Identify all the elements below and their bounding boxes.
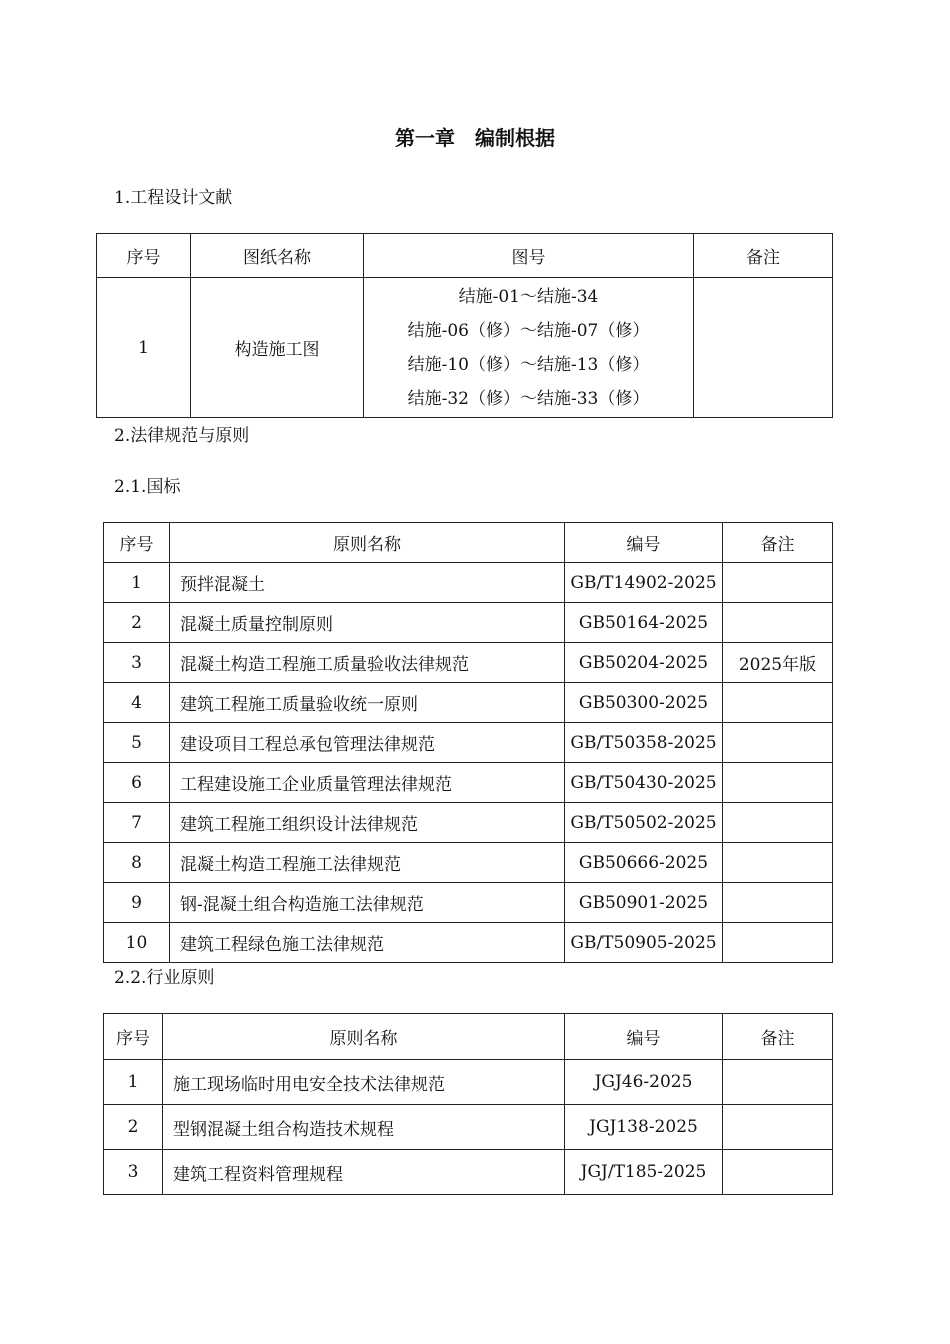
row-drawing-name: 构造施工图 — [191, 278, 364, 418]
table-row — [104, 563, 833, 603]
drawing-number-line: 结施-01～结施-34 — [458, 286, 599, 307]
table-header-row — [104, 1014, 833, 1060]
row-no: 1 — [97, 278, 191, 418]
row-note — [723, 563, 833, 603]
table-row — [104, 803, 833, 843]
row-note — [723, 723, 833, 763]
row-code: GB/T50430-2025 — [565, 763, 723, 803]
row-note — [723, 843, 833, 883]
row-standard-name: 工程建设施工企业质量管理法律规范 — [170, 763, 565, 803]
row-standard-name: 混凝土质量控制原则 — [170, 603, 565, 643]
header-cell-no: 序号 — [104, 523, 170, 563]
row-code: GB/T50905-2025 — [565, 923, 723, 963]
row-code: GB50300-2025 — [565, 683, 723, 723]
header-cell-drawing-name: 图纸名称 — [191, 234, 364, 278]
table-header-row — [97, 234, 833, 278]
row-code: GB50164-2025 — [565, 603, 723, 643]
row-note: 2025年版 — [723, 643, 833, 683]
row-note — [723, 763, 833, 803]
row-standard-name: 建筑工程施工质量验收统一原则 — [170, 683, 565, 723]
table-row — [104, 1150, 833, 1195]
header-cell-code: 编号 — [565, 1014, 723, 1060]
row-standard-name: 型钢混凝土组合构造技术规程 — [163, 1105, 565, 1150]
row-no: 8 — [104, 843, 170, 883]
row-no: 1 — [104, 1060, 163, 1105]
table-header-row — [104, 523, 833, 563]
drawing-number-line: 结施-06（修）～结施-07（修） — [407, 320, 650, 341]
row-standard-name: 预拌混凝土 — [170, 563, 565, 603]
header-cell-note: 备注 — [723, 1014, 833, 1060]
table-row — [104, 603, 833, 643]
section-heading-industry-standards: 2.2.行业原则 — [114, 968, 215, 988]
row-note — [723, 1060, 833, 1105]
row-drawing-numbers — [364, 278, 694, 418]
design-docs-table — [96, 233, 833, 418]
page-title: 第一章 编制根据 — [395, 126, 555, 150]
table-row — [104, 843, 833, 883]
drawing-number-line: 结施-32（修）～结施-33（修） — [407, 388, 650, 409]
row-note — [723, 803, 833, 843]
table-row — [104, 1060, 833, 1105]
row-standard-name: 建筑工程资料管理规程 — [163, 1150, 565, 1195]
header-cell-note: 备注 — [694, 234, 833, 278]
row-no: 3 — [104, 643, 170, 683]
row-code: JGJ46-2025 — [565, 1060, 723, 1105]
row-no: 7 — [104, 803, 170, 843]
row-no: 4 — [104, 683, 170, 723]
table-row — [104, 683, 833, 723]
section-heading-laws: 2.法律规范与原则 — [114, 426, 250, 446]
row-note — [723, 603, 833, 643]
national-standards-table — [103, 522, 833, 963]
row-standard-name: 建筑工程施工组织设计法律规范 — [170, 803, 565, 843]
header-cell-code: 编号 — [565, 523, 723, 563]
row-code: GB/T50358-2025 — [565, 723, 723, 763]
row-note — [694, 278, 833, 418]
table-row — [104, 923, 833, 963]
header-cell-no: 序号 — [97, 234, 191, 278]
row-standard-name: 建筑工程绿色施工法律规范 — [170, 923, 565, 963]
row-no: 2 — [104, 603, 170, 643]
row-code: GB/T50502-2025 — [565, 803, 723, 843]
row-code: GB/T14902-2025 — [565, 563, 723, 603]
section-heading-design-docs: 1.工程设计文献 — [114, 188, 233, 208]
table-row — [104, 723, 833, 763]
row-standard-name: 建设项目工程总承包管理法律规范 — [170, 723, 565, 763]
row-code: JGJ138-2025 — [565, 1105, 723, 1150]
row-standard-name: 混凝土构造工程施工法律规范 — [170, 843, 565, 883]
header-cell-no: 序号 — [104, 1014, 163, 1060]
row-standard-name: 施工现场临时用电安全技术法律规范 — [163, 1060, 565, 1105]
table-row — [104, 1105, 833, 1150]
section-heading-national-standards: 2.1.国标 — [114, 477, 181, 497]
row-standard-name: 混凝土构造工程施工质量验收法律规范 — [170, 643, 565, 683]
header-cell-drawing-number: 图号 — [364, 234, 694, 278]
row-note — [723, 883, 833, 923]
row-code: GB50901-2025 — [565, 883, 723, 923]
header-cell-note: 备注 — [723, 523, 833, 563]
row-note — [723, 1150, 833, 1195]
row-no: 6 — [104, 763, 170, 803]
row-code: JGJ/T185-2025 — [565, 1150, 723, 1195]
row-no: 2 — [104, 1105, 163, 1150]
row-code: GB50666-2025 — [565, 843, 723, 883]
table-row — [104, 763, 833, 803]
table-row — [104, 883, 833, 923]
drawing-number-line: 结施-10（修）～结施-13（修） — [407, 354, 650, 375]
row-no: 5 — [104, 723, 170, 763]
row-note — [723, 683, 833, 723]
row-no: 1 — [104, 563, 170, 603]
header-cell-standard-name: 原则名称 — [163, 1014, 565, 1060]
row-note — [723, 1105, 833, 1150]
row-no: 3 — [104, 1150, 163, 1195]
table-row — [104, 643, 833, 683]
table-row — [97, 278, 833, 418]
header-cell-standard-name: 原则名称 — [170, 523, 565, 563]
row-no: 9 — [104, 883, 170, 923]
row-standard-name: 钢-混凝土组合构造施工法律规范 — [170, 883, 565, 923]
row-no: 10 — [104, 923, 170, 963]
row-code: GB50204-2025 — [565, 643, 723, 683]
industry-standards-table — [103, 1013, 833, 1195]
row-note — [723, 923, 833, 963]
